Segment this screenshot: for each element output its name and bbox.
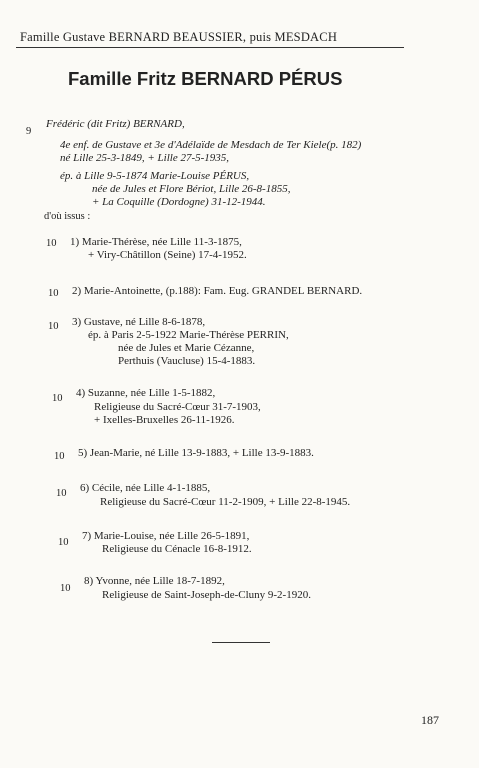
generation-number: 9 xyxy=(26,126,32,137)
child-7-line-2: Religieuse du Cénacle 16-8-1912. xyxy=(102,543,252,555)
child-6-line-2: Religieuse du Sacré-Cœur 11-2-1909, + Lille 22-8-1945. xyxy=(100,496,351,508)
child-4-line-2: Religieuse du Sacré-Cœur 31-7-1903, xyxy=(94,401,261,413)
main-entry-line-3: né Lille 25-3-1849, + Lille 27-5-1935, xyxy=(60,152,230,164)
main-entry-line-4: ép. à Lille 9-5-1874 Marie-Louise PÉRUS, xyxy=(60,170,250,182)
child-1-line-2: + Viry-Châtillon (Seine) 17-4-1952. xyxy=(88,249,247,261)
child-4-line-3: + Ixelles-Bruxelles 26-11-1926. xyxy=(94,414,235,426)
closing-rule xyxy=(212,642,270,643)
running-header: Famille Gustave BERNARD BEAUSSIER, puis MESDACH xyxy=(20,30,338,44)
child-6-line-1: 6) Cécile, née Lille 4-1-1885, xyxy=(80,482,211,494)
child-3-line-3: née de Jules et Marie Cézanne, xyxy=(118,342,255,354)
child-3-line-1: 3) Gustave, né Lille 8-6-1878, xyxy=(72,316,206,328)
child-7-generation: 10 xyxy=(58,537,69,548)
child-4-line-1: 4) Suzanne, née Lille 1-5-1882, xyxy=(76,387,216,399)
page-title: Famille Fritz BERNARD PÉRUS xyxy=(68,68,343,89)
main-entry-line-1: Frédéric (dit Fritz) BERNARD, xyxy=(46,118,185,130)
child-6-generation: 10 xyxy=(56,488,67,499)
header-rule xyxy=(16,47,404,48)
main-entry-line-2: 4e enf. de Gustave et 3e d'Adélaïde de Mesdach de Ter Kiele(p. 182) xyxy=(60,139,362,151)
page-number: 187 xyxy=(421,713,439,727)
child-7-line-1: 7) Marie-Louise, née Lille 26-5-1891, xyxy=(82,530,250,542)
child-8-line-2: Religieuse de Saint-Joseph-de-Cluny 9-2-1920. xyxy=(102,589,311,601)
child-3-line-2: ép. à Paris 2-5-1922 Marie-Thérèse PERRIN, xyxy=(88,329,289,341)
child-8-line-1: 8) Yvonne, née Lille 18-7-1892, xyxy=(84,575,225,587)
issue-label: d'où issus : xyxy=(44,211,91,222)
child-5-line-1: 5) Jean-Marie, né Lille 13-9-1883, + Lille 13-9-1883. xyxy=(78,447,314,459)
child-4-generation: 10 xyxy=(52,393,63,404)
main-entry-line-6: + La Coquille (Dordogne) 31-12-1944. xyxy=(92,196,266,208)
child-3-line-4: Perthuis (Vaucluse) 15-4-1883. xyxy=(118,355,256,367)
child-8-generation: 10 xyxy=(60,583,71,594)
child-5-generation: 10 xyxy=(54,451,65,462)
child-2-generation: 10 xyxy=(48,288,59,299)
main-entry-line-5: née de Jules et Flore Bériot, Lille 26-8-1855, xyxy=(92,183,291,195)
child-2-line-1: 2) Marie-Antoinette, (p.188): Fam. Eug. GRANDEL BERNARD. xyxy=(72,285,363,297)
child-1-line-1: 1) Marie-Thérèse, née Lille 11-3-1875, xyxy=(70,236,242,248)
child-3-generation: 10 xyxy=(48,321,59,332)
child-1-generation: 10 xyxy=(46,238,57,249)
